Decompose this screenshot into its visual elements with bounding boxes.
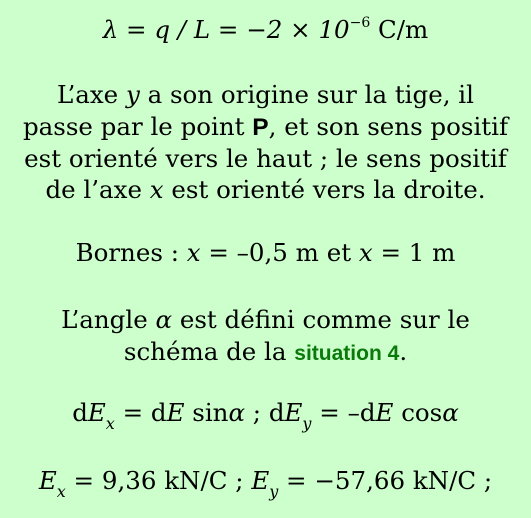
results-formula bbox=[0, 466, 531, 501]
axes-line-1-start: L’axe bbox=[57, 80, 126, 109]
comp-sep: ; d bbox=[245, 398, 285, 427]
comp-d1: d bbox=[72, 398, 88, 427]
lambda-unit: C/m bbox=[370, 15, 429, 44]
comp-E4: E bbox=[375, 398, 394, 427]
axes-line-3: est orienté vers le haut ; le sens positif bbox=[24, 144, 507, 173]
comp-eq1: = d bbox=[114, 398, 167, 427]
axes-line-2 bbox=[0, 112, 531, 143]
axes-line-2-start: passe par le point bbox=[22, 112, 253, 141]
res-ey-value: = −57,66 kN/C ; bbox=[278, 466, 493, 495]
angle-line-1 bbox=[0, 305, 531, 335]
angle-line-1-start: L’angle bbox=[61, 305, 156, 334]
angle-line-2-end: . bbox=[399, 337, 408, 366]
angle-line-2 bbox=[0, 337, 531, 369]
axes-line-1 bbox=[0, 80, 531, 110]
angle-alpha: α bbox=[155, 305, 173, 334]
lambda-formula-lhs: λ = q / L = −2 × 10 bbox=[102, 15, 350, 44]
comp-E3: E bbox=[284, 398, 303, 427]
bounds-line bbox=[0, 238, 531, 268]
comp-cos: cos bbox=[393, 398, 443, 427]
bounds-end: = 1 m bbox=[372, 238, 456, 267]
bounds-var-1: x bbox=[186, 238, 201, 267]
axes-line-4-end: est orienté vers la droite. bbox=[163, 175, 486, 204]
res-E2: E bbox=[251, 466, 270, 495]
comp-eq2: = –d bbox=[311, 398, 376, 427]
point-label: P bbox=[252, 114, 269, 141]
comp-sub-y: y bbox=[302, 413, 312, 433]
res-sub-x: x bbox=[56, 481, 66, 501]
bounds-mid: = –0,5 m et bbox=[200, 238, 359, 267]
axes-var-y: y bbox=[125, 80, 140, 109]
components-formula bbox=[0, 398, 531, 433]
lambda-exponent: −6 bbox=[349, 14, 371, 31]
comp-sin: sin bbox=[184, 398, 229, 427]
comp-E2: E bbox=[166, 398, 185, 427]
angle-line-1-end: est défini comme sur le bbox=[172, 305, 470, 334]
comp-E1: E bbox=[87, 398, 106, 427]
bounds-var-2: x bbox=[358, 238, 373, 267]
comp-alpha-2: α bbox=[442, 398, 459, 427]
axes-line-4-start: de l’axe bbox=[45, 175, 150, 204]
axes-line-1-end: a son origine sur la tige, il bbox=[139, 80, 474, 109]
res-E1: E bbox=[38, 466, 57, 495]
comp-alpha-1: α bbox=[228, 398, 246, 427]
res-ex-value: = 9,36 kN/C ; bbox=[65, 466, 252, 495]
bounds-prefix: Bornes : bbox=[75, 238, 187, 267]
angle-line-2-start: schéma de la bbox=[123, 337, 295, 366]
axes-line-4 bbox=[0, 175, 531, 205]
lambda-formula bbox=[0, 15, 531, 45]
comp-sub-x: x bbox=[105, 413, 115, 433]
axes-var-x: x bbox=[149, 175, 164, 204]
res-sub-y: y bbox=[269, 481, 279, 501]
situation-4-link[interactable]: situation 4 bbox=[294, 342, 400, 365]
axes-line-2-end: , et son sens positif bbox=[268, 112, 509, 141]
